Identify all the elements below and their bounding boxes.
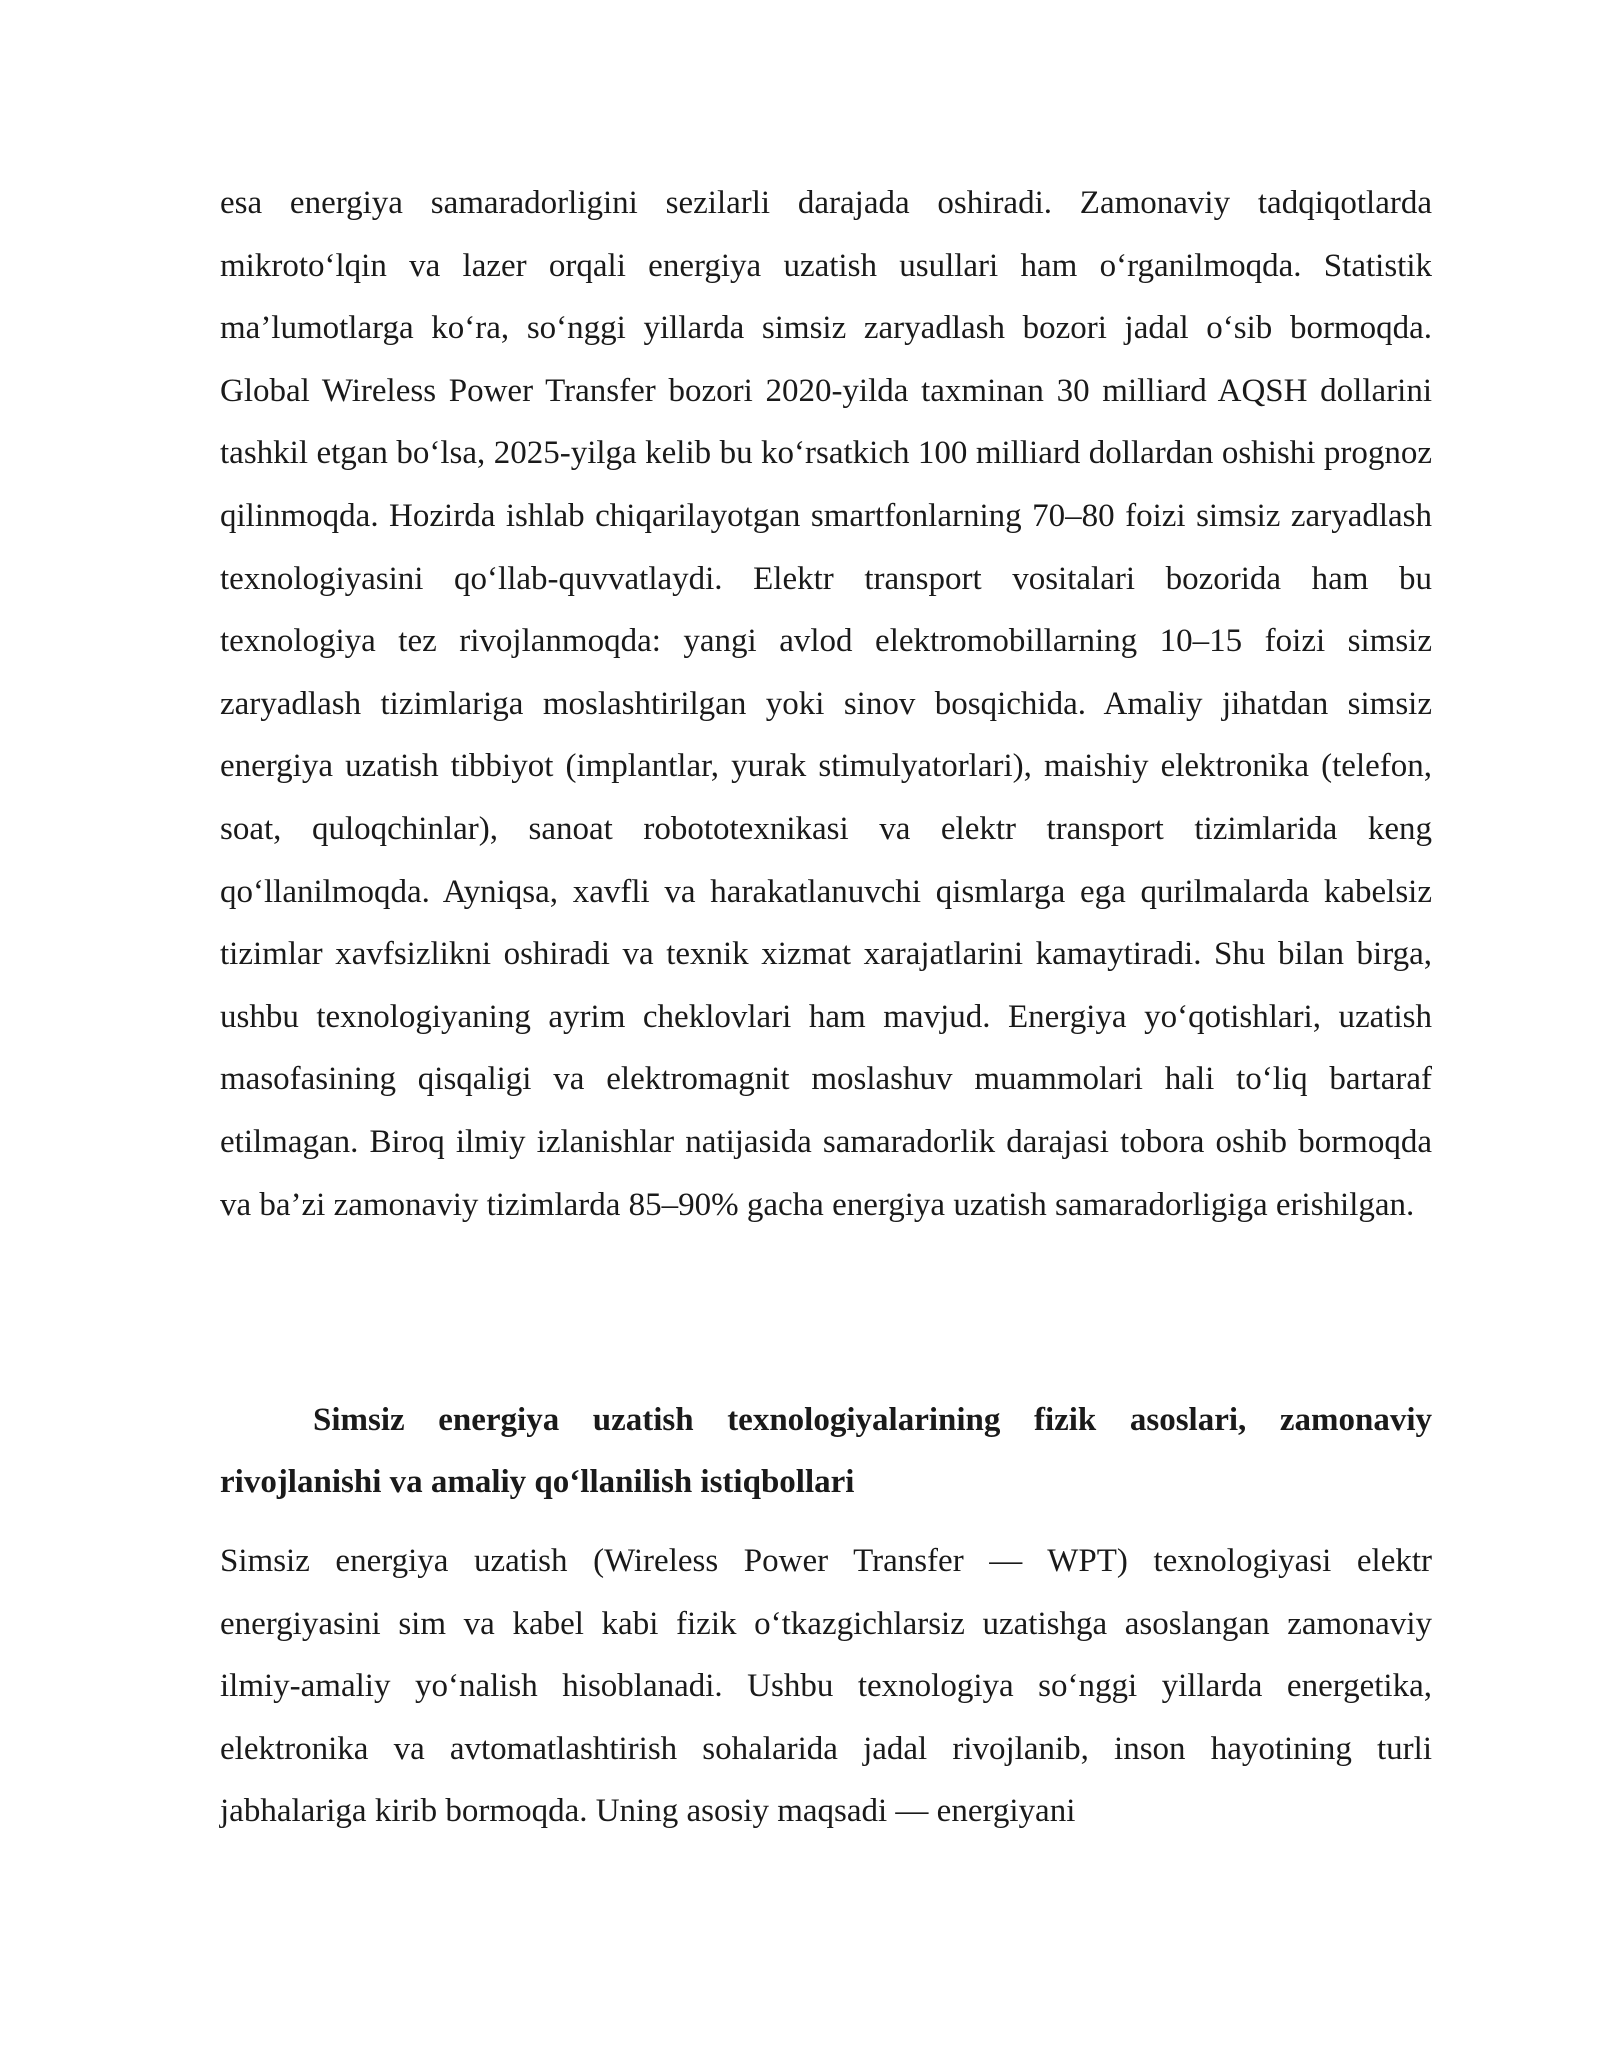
section-heading: Simsiz energiya uzatish texnologiyalarining fizik asoslari, zamonaviy rivojlanishi va amaliy qo‘llanilish istiqbollari: [220, 1402, 1432, 1500]
body-paragraph: esa energiya samaradorligini sezilarli darajada oshiradi. Zamonaviy tadqiqotlarda mikroto‘lqin va lazer orqali energiya uzatish usullari ham o‘rganilmoqda. Statistik ma’lumotlarga ko‘ra, so‘nggi yillarda simsiz zaryadlash bozori jadal o‘sib bormoqda. Global Wireless Power Transfer bozori 2020-yilda taxminan 30 milliard AQSH dollarini tashkil etgan bo‘lsa, 2025-yilga kelib bu ko‘rsatkich 100 milliard dollardan oshishi prognoz qilinmoqda. Hozirda ishlab chiqarilayotgan smartfonlarning 70–80 foizi simsiz zaryadlash texnologiyasini qo‘llab-quvvatlaydi. Elektr transport vositalari bozorida ham bu texnologiya tez rivojlanmoqda: yangi avlod elektromobillarning 10–15 foizi simsiz zaryadlash tizimlariga moslashtirilgan yoki sinov bosqichida. Amaliy jihatdan simsiz energiya uzatish tibbiyot (implantlar, yurak stimulyatorlari), maishiy elektronika (telefon, soat, quloqchinlar), sanoat robototexnikasi va elektr transport tizimlarida keng qo‘llanilmoqda. Ayniqsa, xavfli va harakatlanuvchi qismlarga ega qurilmalarda kabelsiz tizimlar xavfsizlikni oshiradi va texnik xizmat xarajatlarini kamaytiradi. Shu bilan birga, ushbu texnologiyaning ayrim cheklovlari ham mavjud. Energiya yo‘qotishlari, uzatish masofasining qisqaligi va elektromagnit moslashuv muammolari hali to‘liq bartaraf etilmagan. Biroq ilmiy izlanishlar natijasida samaradorlik darajasi tobora oshib bormoqda va ba’zi zamonaviy tizimlarda 85–90% gacha energiya uzatish samaradorligiga erishilgan.: [220, 185, 1432, 1223]
body-paragraph: Simsiz energiya uzatish (Wireless Power Transfer — WPT) texnologiyasi elektr energiyasini sim va kabel kabi fizik o‘tkazgichlarsiz uzatishga asoslangan zamonaviy ilmiy-amaliy yo‘nalish hisoblanadi. Ushbu texnologiya so‘nggi yillarda energetika, elektronika va avtomatlashtirish sohalarida jadal rivojlanib, inson hayotining turli jabhalariga kirib bormoqda. Uning asosiy maqsadi — energiyani: [220, 1543, 1432, 1830]
section-heading-block: [220, 1389, 1432, 1513]
body-paragraph-2-block: [220, 1530, 1432, 1843]
body-paragraph-1-block: [220, 172, 1432, 1236]
